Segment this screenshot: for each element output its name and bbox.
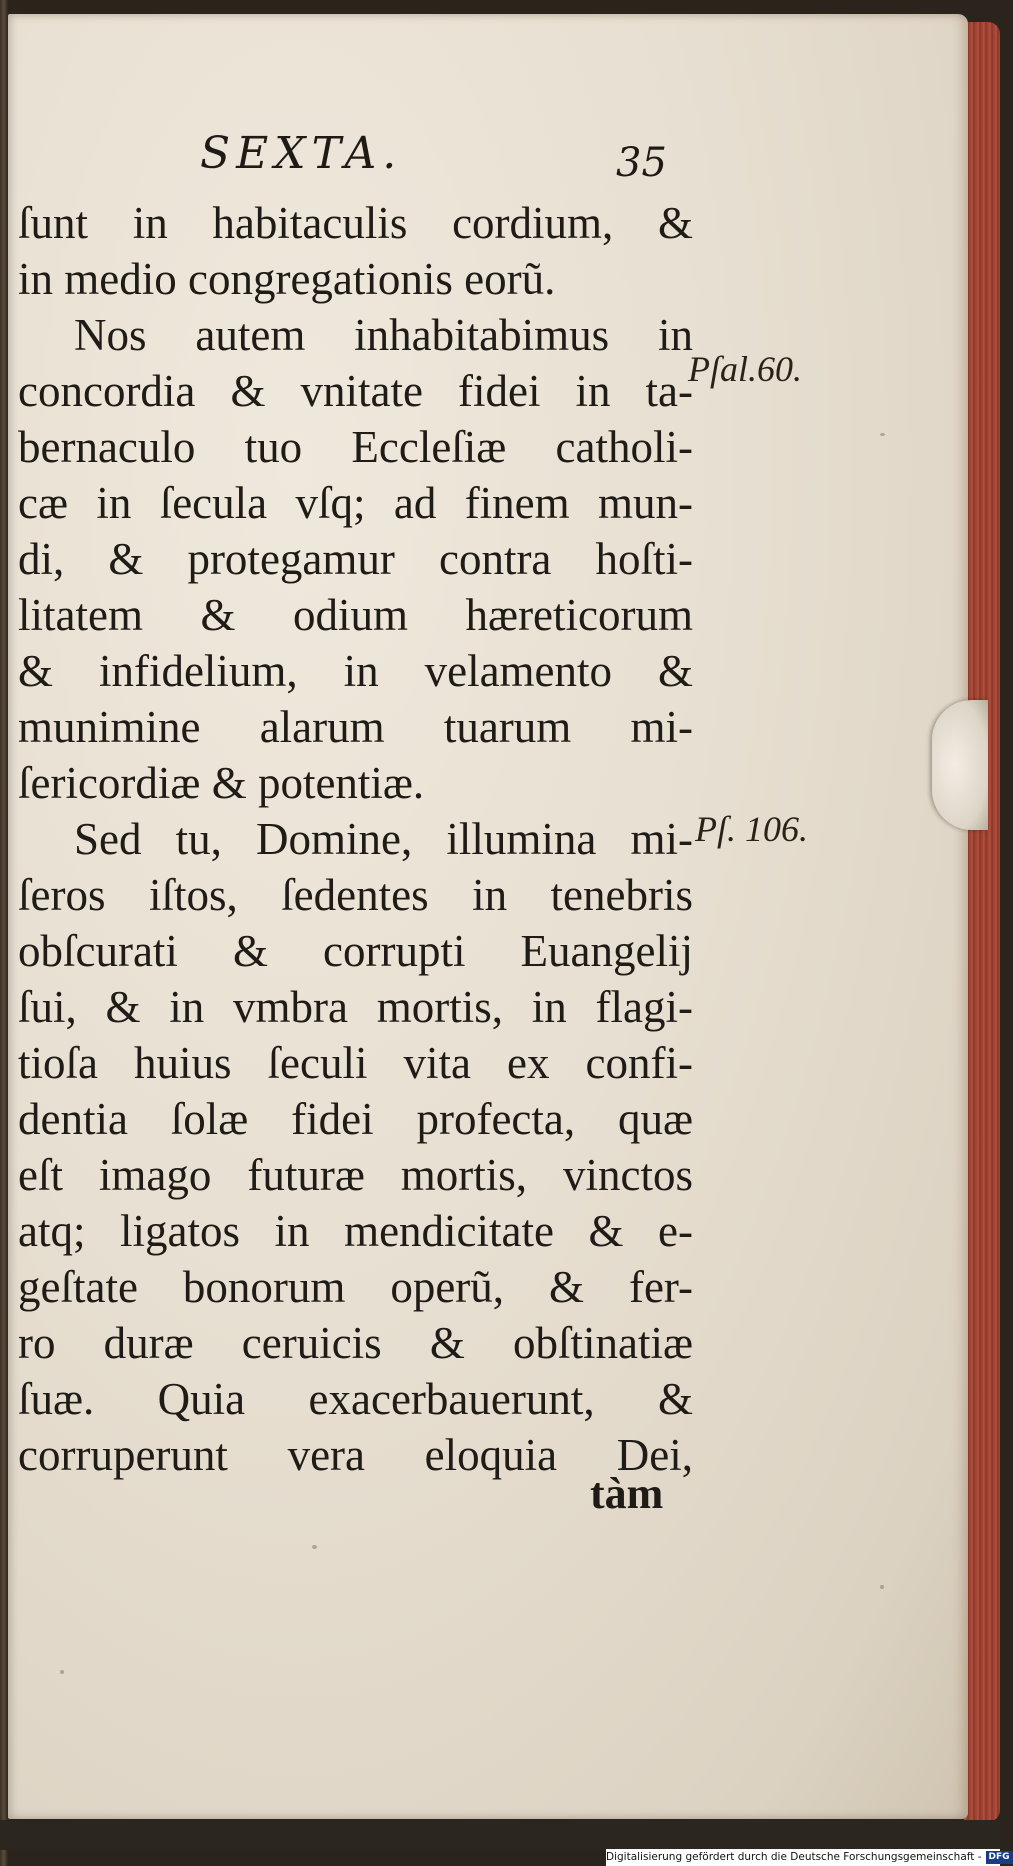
text-line: ſuæ. Quia exacerbauerunt, & [18, 1374, 693, 1424]
dfg-logo: DFG [986, 1851, 1013, 1864]
running-head: SEXTA. [200, 128, 403, 179]
text-line: Nos autem inhabitabimus in [74, 310, 693, 360]
text-line: concordia & vnitate fidei in ta- [18, 366, 693, 416]
body-text [18, 195, 693, 1483]
page-clip-tab [932, 700, 988, 830]
page-number: 35 [616, 140, 667, 186]
text-line: ſeros iſtos, ſedentes in tenebris [18, 870, 693, 920]
credit-text: Digitalisierung gefördert durch die Deutsche Forschungsgemeinschaft - [606, 1851, 982, 1863]
margin-note-psalm-106: Pſ. 106. [695, 809, 808, 849]
text-line: dentia ſolæ fidei profecta, quæ [18, 1094, 693, 1144]
text-line: munimine alarum tuarum mi- [18, 702, 693, 752]
text-line: eſt imago futuræ mortis, vinctos [18, 1150, 693, 1200]
text-line: tioſa huius ſeculi vita ex confi- [18, 1038, 693, 1088]
text-line: Sed tu, Domine, illumina mi- [74, 814, 693, 864]
paper-speck [880, 433, 885, 436]
paper-speck [60, 1670, 64, 1674]
text-line: atq; ligatos in mendicitate & e- [18, 1206, 693, 1256]
scan-bottom-strip [0, 1820, 1000, 1850]
catchword: tàm [590, 1469, 664, 1518]
text-line: ro duræ ceruicis & obſtinatiæ [18, 1318, 693, 1368]
text-line: obſcurati & corrupti Euangelij [18, 926, 693, 976]
text-line: geſtate bonorum operũ, & fer- [18, 1262, 693, 1312]
text-line: ſericordiæ & potentiæ. [18, 758, 425, 808]
text-line: in medio congregationis eorũ. [18, 254, 556, 304]
text-line: corruperunt vera eloquia Dei, [18, 1430, 693, 1480]
paper-speck [312, 1545, 317, 1549]
text-line: ſunt in habitaculis cordium, & [18, 198, 693, 248]
text-line: di, & protegamur contra hoſti- [18, 534, 693, 584]
text-line: & infidelium, in velamento & [18, 646, 693, 696]
digitization-credit [606, 1849, 1010, 1866]
book-fore-edge [964, 22, 1000, 1822]
margin-note-psalm-60: Pſal.60. [688, 349, 802, 389]
text-line: bernaculo tuo Eccleſiæ catholi- [18, 422, 693, 472]
text-line: ſui, & in vmbra mortis, in flagi- [18, 982, 693, 1032]
paper-speck [880, 1585, 884, 1589]
text-line: litatem & odium hæreticorum [18, 590, 693, 640]
text-line: cæ in ſecula vſq; ad finem mun- [18, 478, 693, 528]
